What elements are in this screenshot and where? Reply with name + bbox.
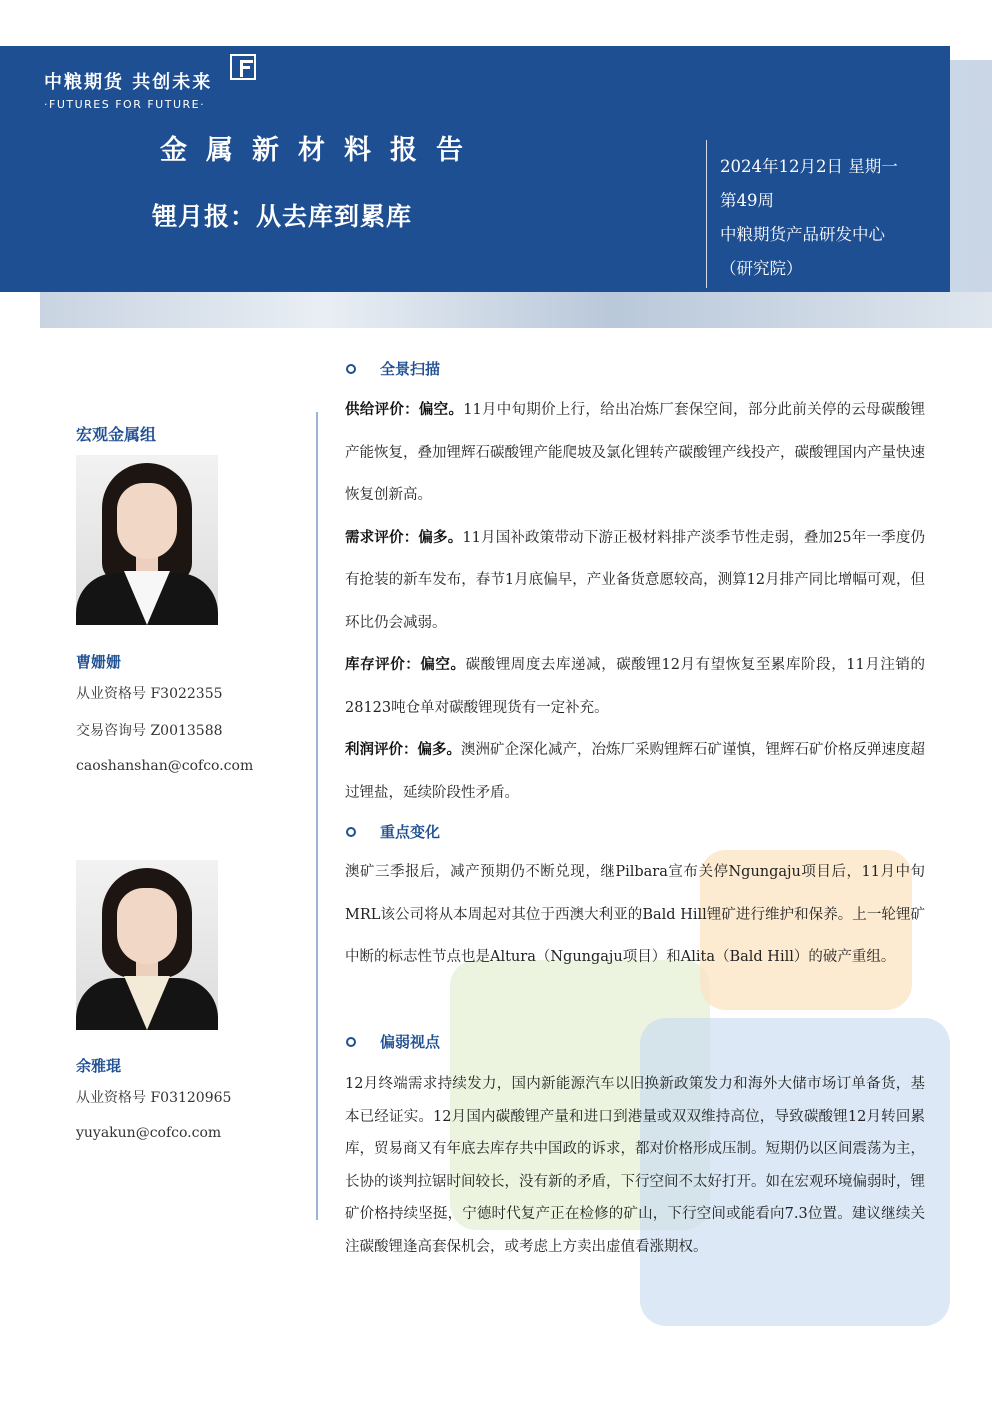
item-text: 碳酸锂周度去库递减，碳酸锂12月有望恢复至累库阶段，11月注销的28123吨仓单对碳酸锂现货有一定补充。 — [345, 657, 925, 716]
column-divider — [316, 412, 318, 1220]
supply-evaluation — [345, 389, 925, 517]
section-title: 偏弱视点 — [380, 1033, 441, 1051]
section-title: 全景扫描 — [380, 360, 441, 378]
analyst-photo — [76, 860, 218, 1030]
item-label: 供给评价：偏空。 — [345, 401, 464, 418]
analyst-consult-id: 交易咨询号 Z0013588 — [76, 723, 223, 739]
logo-sub-text: ·FUTURES FOR FUTURE· — [44, 98, 206, 111]
report-org-sub: （研究院） — [720, 259, 803, 278]
circle-bullet-icon — [346, 364, 356, 374]
view-paragraph: 12月终端需求持续发力，国内新能源汽车以旧换新政策发力和海外大储市场订单备货，基本已经证实。12月国内碳酸锂产量和进口到港量或双双维持高位，导致碳酸锂12月转回累库，贸易商又有年底去库存共中国政的诉求，都对价格形成压制。短期仍以区间震荡为主，长协的谈判拉锯时间较长，没有新的矛盾，下行空间不太好打开。如在宏观环境偏弱时，锂矿价格持续坚挺，宁德时代复产正在检修的矿山，下行空间或能看向7.3位置。建议继续关注碳酸锂逢高套保机会，或考虑上方卖出虚值看涨期权。 — [345, 1076, 925, 1255]
inventory-evaluation — [345, 644, 925, 729]
item-text: 11月中旬期价上行，给出冶炼厂套保空间，部分此前关停的云母碳酸锂产能恢复，叠加锂辉石碳酸锂产能爬坡及氯化锂转产碳酸锂产线投产，碳酸锂国内产量快速恢复创新高。 — [345, 402, 926, 503]
analyst-name: 余雅琨 — [76, 1057, 122, 1075]
report-type: 金属新材料报告 — [160, 135, 482, 166]
analyst-license: 从业资格号 F03120965 — [76, 1090, 232, 1106]
item-label: 库存评价：偏空。 — [345, 656, 466, 673]
item-label: 需求评价：偏多。 — [345, 528, 463, 546]
section-title: 重点变化 — [380, 823, 441, 841]
circle-bullet-icon — [346, 1037, 356, 1047]
report-title: 锂月报：从去库到累库 — [152, 202, 413, 231]
analyst-name: 曹姗姗 — [76, 653, 122, 671]
analyst-photo — [76, 455, 218, 625]
analyst-email[interactable]: caoshanshan@cofco.com — [76, 758, 254, 774]
section-heading-overview — [346, 358, 440, 379]
item-text: 11月国补政策带动下游正极材料排产淡季节性走弱，叠加25年一季度仍有抢装的新车发布，春节1月底偏早，产业备货意愿较高，测算12月排产同比增幅可观，但环比仍会减弱。 — [345, 529, 925, 631]
report-week: 第49周 — [720, 191, 774, 210]
profit-evaluation — [345, 729, 925, 814]
group-title: 宏观金属组 — [76, 425, 157, 444]
header-divider — [706, 140, 707, 288]
report-org: 中粮期货产品研发中心 — [720, 225, 885, 244]
section-heading-view — [346, 1031, 440, 1052]
logo-f-icon — [230, 54, 256, 80]
analyst-license: 从业资格号 F3022355 — [76, 686, 223, 702]
item-text: 澳洲矿企深化减产，冶炼厂采购锂辉石矿谨慎，锂辉石矿价格反弹速度超过锂盐，延续阶段性矛盾。 — [345, 742, 925, 801]
banner-photo-strip — [40, 292, 992, 328]
circle-bullet-icon — [346, 827, 356, 837]
changes-paragraph: 澳矿三季报后，减产预期仍不断兑现，继Pilbara宣布关停Ngungaju项目后，11月中旬MRL该公司将从本周起对其位于西澳大利亚的Bald Hill锂矿进行维护和保养。上一轮锂矿中断的标志性节点也是Altura（Ngungaju项目）和Alita（Bald Hill）的破产重组。 — [345, 864, 925, 965]
report-meta — [720, 150, 898, 286]
logo-main-text: 中粮期货 共创未来 — [44, 72, 213, 93]
company-logo — [44, 68, 212, 111]
demand-evaluation — [345, 517, 925, 645]
section-heading-changes — [346, 821, 440, 842]
overview-paragraph — [345, 389, 925, 814]
report-date: 2024年12月2日 星期一 — [720, 157, 898, 176]
analyst-email[interactable]: yuyakun@cofco.com — [76, 1125, 222, 1141]
item-label: 利润评价：偏多。 — [345, 741, 461, 758]
